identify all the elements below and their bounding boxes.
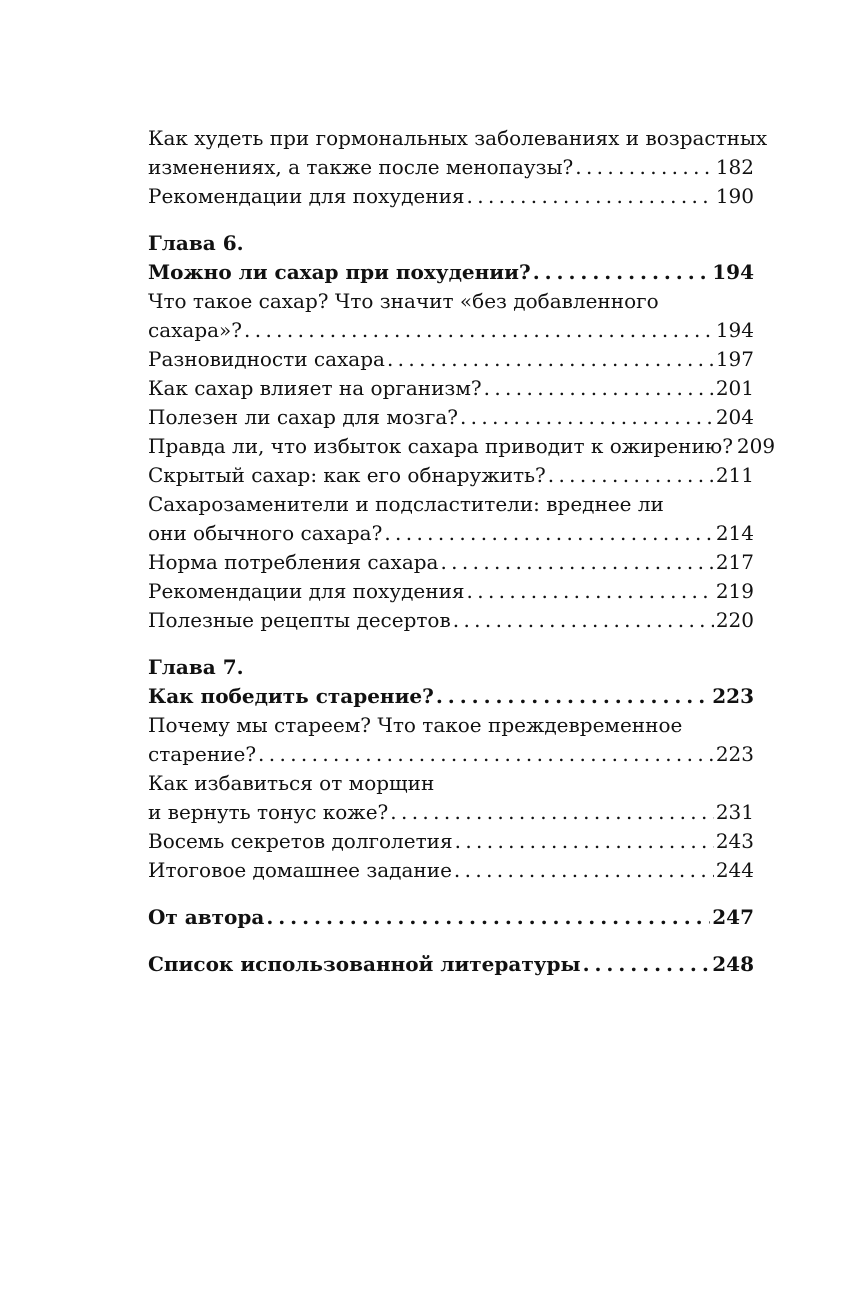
toc-entry-title: они обычного сахара? <box>148 521 383 545</box>
toc-page-number: 182 <box>715 155 754 179</box>
toc-page-number: 217 <box>715 550 754 574</box>
toc-entry-title: Полезен ли сахар для мозга? <box>148 405 458 429</box>
toc-page-number: 223 <box>712 684 754 708</box>
toc-entry-title: Как избавиться от морщин <box>148 771 435 795</box>
toc-entry-line <box>148 490 754 519</box>
toc-entry-title: Норма потребления сахара <box>148 550 439 574</box>
toc-entry <box>148 403 754 432</box>
toc-page-number: 219 <box>715 579 754 603</box>
chapter-label: Глава 6. <box>148 231 244 255</box>
toc-entry-title: старение? <box>148 742 257 766</box>
dot-leader <box>453 606 714 635</box>
toc-entry-title: Скрытый сахар: как его обнаружить? <box>148 463 546 487</box>
toc-page-number: 201 <box>715 376 754 400</box>
toc-entry-title: Восемь секретов долголетия <box>148 829 453 853</box>
toc-page-number: 194 <box>715 318 754 342</box>
dot-leader <box>258 740 714 769</box>
dot-leader <box>533 258 711 287</box>
toc-entry-title: Как худеть при гормональных заболеваниях и возрастных <box>148 126 768 150</box>
toc-page-number: 194 <box>712 260 754 284</box>
toc-page-number: 248 <box>712 952 754 976</box>
toc-entry-title: Список использованной литературы <box>148 952 581 976</box>
toc-entry <box>148 548 754 577</box>
toc-entry <box>148 519 754 548</box>
toc-page-number: 197 <box>715 347 754 371</box>
toc-entry-title: Сахарозаменители и подсластители: вреднее ли <box>148 492 664 516</box>
dot-leader <box>436 682 710 711</box>
dot-leader <box>484 374 714 403</box>
dot-leader <box>467 182 714 211</box>
toc-entry <box>148 856 754 885</box>
chapter-6-label-line <box>148 229 754 258</box>
toc-entry <box>148 374 754 403</box>
dot-leader <box>454 856 714 885</box>
dot-leader <box>455 827 714 856</box>
toc-page-number: 214 <box>715 521 754 545</box>
table-of-contents <box>148 124 776 979</box>
toc-entry <box>148 432 776 461</box>
toc-entry <box>148 606 754 635</box>
dot-leader <box>548 461 714 490</box>
toc-entry <box>148 827 754 856</box>
toc-entry <box>148 182 754 211</box>
dot-leader <box>440 548 713 577</box>
toc-entry-title: Правда ли, что избыток сахара приводит к ожирению? <box>148 434 733 458</box>
toc-entry-title: изменениях, а также после менопаузы? <box>148 155 574 179</box>
dot-leader <box>460 403 714 432</box>
toc-entry <box>148 577 754 606</box>
toc-page-number: 223 <box>715 742 754 766</box>
dot-leader <box>583 950 711 979</box>
chapter-7-label-line <box>148 653 754 682</box>
toc-entry-title: Итоговое домашнее задание <box>148 858 452 882</box>
dot-leader <box>244 316 714 345</box>
toc-entry-title: Почему мы стареем? Что такое преждевременное <box>148 713 683 737</box>
chapter-7-title-entry <box>148 682 754 711</box>
dot-leader <box>387 345 714 374</box>
toc-entry-line <box>148 287 754 316</box>
toc-entry-title: Что такое сахар? Что значит «без добавленного <box>148 289 659 313</box>
chapter-label: Глава 7. <box>148 655 244 679</box>
toc-page-number: 204 <box>715 405 754 429</box>
dot-leader <box>390 798 714 827</box>
toc-page-number: 211 <box>715 463 754 487</box>
toc-page-number: 244 <box>715 858 754 882</box>
toc-entry-line <box>148 711 754 740</box>
toc-entry-title: Рекомендации для похудения <box>148 579 465 603</box>
toc-entry-title: Как сахар влияет на организм? <box>148 376 482 400</box>
references-entry <box>148 950 754 979</box>
toc-entry-title: Полезные рецепты десертов <box>148 608 451 632</box>
dot-leader <box>467 577 714 606</box>
toc-entry <box>148 316 754 345</box>
toc-entry <box>148 153 754 182</box>
toc-page-number: 220 <box>715 608 754 632</box>
toc-entry-line <box>148 769 754 798</box>
dot-leader <box>384 519 714 548</box>
toc-entry-title: Разновидности сахара <box>148 347 385 371</box>
toc-entry-title: сахара»? <box>148 318 243 342</box>
toc-page-number: 190 <box>715 184 754 208</box>
chapter-title: Можно ли сахар при похудении? <box>148 260 531 284</box>
toc-entry-title: Рекомендации для похудения <box>148 184 465 208</box>
toc-entry-title: От автора <box>148 905 265 929</box>
toc-entry-title: и вернуть тонус коже? <box>148 800 389 824</box>
toc-entry <box>148 345 754 374</box>
chapter-6-title-entry <box>148 258 754 287</box>
dot-leader <box>266 903 710 932</box>
toc-page-number: 209 <box>736 434 776 458</box>
chapter-title: Как победить старение? <box>148 684 434 708</box>
toc-page-number: 231 <box>715 800 754 824</box>
toc-entry-line <box>148 124 768 153</box>
afterword-entry <box>148 903 754 932</box>
toc-page-number: 243 <box>715 829 754 853</box>
toc-page-number: 247 <box>712 905 754 929</box>
toc-entry <box>148 740 754 769</box>
toc-entry <box>148 461 754 490</box>
dot-leader <box>575 153 714 182</box>
toc-entry <box>148 798 754 827</box>
